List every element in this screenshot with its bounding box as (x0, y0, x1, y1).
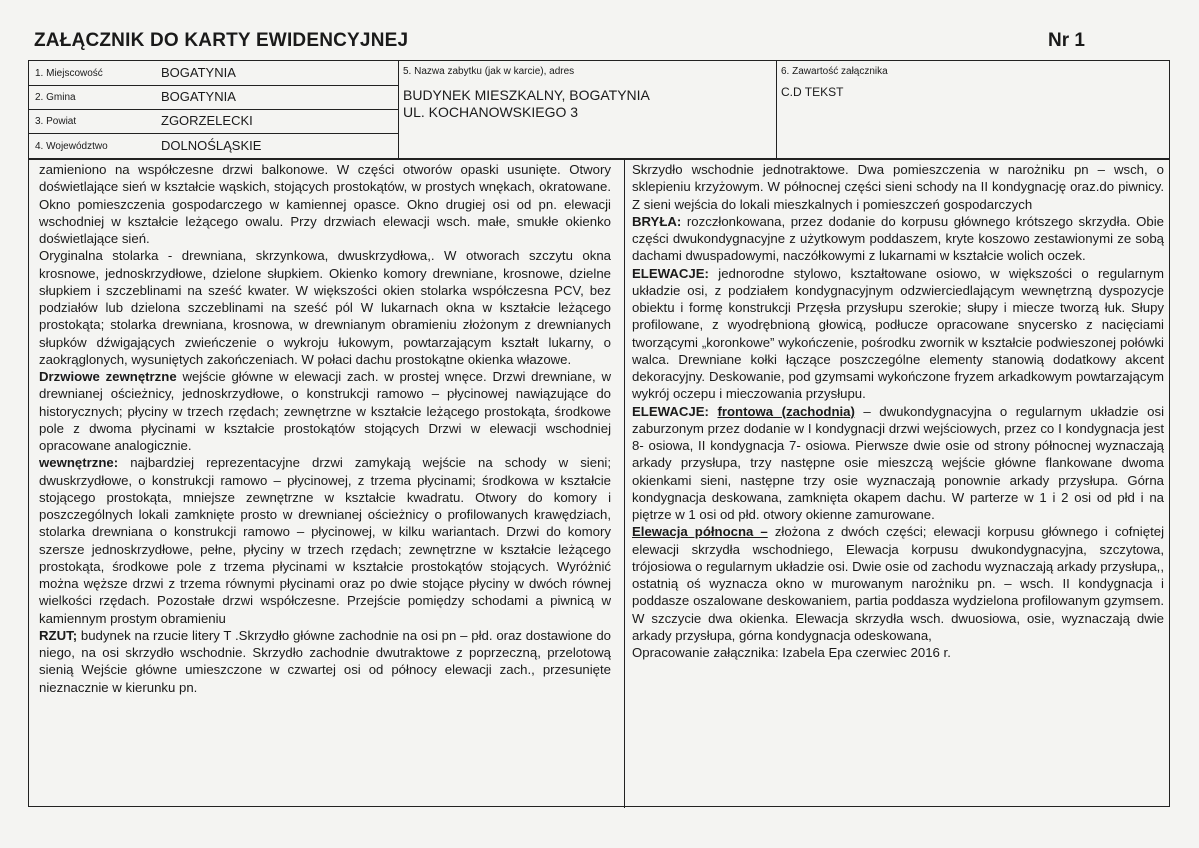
field-wojewodztwo (29, 134, 398, 158)
paragraph: zamieniono na współczesne drzwi balkonowe. W części otworów opaski usunięte. Otwory doświetlające sień w kształcie wąskich, stojących prostokątów, w prostych wnękach, okratowane. Okno pomieszczenia gospodarczego w kamiennej opasce. Okno drugiej osi od pn. elewacji wschodniej w kształcie leżącego owalu. Przy drzwiach elewacji wsch. małe, smukłe okienko doświetlające sień. (39, 162, 611, 246)
paragraph (632, 403, 1164, 524)
paragraph: Skrzydło wschodnie jednotraktowe. Dwa pomieszczenia w narożniku pn – wsch, o sklepieniu krzyżowym. W północnej części sieni schody na II kondygnację oraz.do piwnicy. Z sieni wejścia do lokali mieszkalnych i pomieszczeń gospodarczych (632, 162, 1164, 212)
paragraph (39, 454, 611, 627)
paragraph-text: najbardziej reprezentacyjne drzwi zamykają wejście na schody w sieni; dwuskrzydłowe, o konstrukcji ramowo – płycinowej, z trzema płycinami; środkowa w kształcie stojącego prostokąta, mniejsze zewnętrzne w kształcie kwadratu. Otwory do komory i poszczególnych lokali zamknięte prosto w drewnianej ościeżnicy o profilowanych krawędziach, stolarka drewniana o konstrukcji ramowo – płycinowej, w kilku wariantach. Drzwi do komory szersze jednoskrzydłowe, pełne, płyciny w trzech rzędach; zewnętrzne w kształcie leżącego prostokąta, środkowe pole z trzema płycinami w kształcie prostokątów stojących. Wyróżnić można węższe drzwi z trzema równymi płycinami oraz po dwie stojące płyciny w dwóch równej wielkości rzędach. Pozostałe drzwi współczesne. Przejście pomiędzy schodami a piwnicą w kamiennym prostym obramieniu (39, 455, 611, 626)
field-value: BUDYNEK MIESZKALNY, BOGATYNIA (403, 87, 650, 103)
field-value: BOGATYNIA (161, 89, 236, 104)
paragraph-text: wejście główne w elewacji zach. w prostej wnęce. Drzwi drewniane, w drewnianej ościeżnicy, jednoskrzydłowe, o konstrukcji ramowo – płycinowej nawiązujące do historycznych; płyciny w trzech rzędach; zewnętrzne w kształcie leżącego prostokąta, środkowe pole z dwoma płycinami w kształcie prostokątów stojących Drzwi w elewacji wschodniej opracowane analogicznie. (39, 369, 611, 453)
paragraph (632, 213, 1164, 265)
field-label: 3. Powiat (35, 116, 77, 127)
column-divider (624, 160, 625, 808)
paragraph-text: złożona z dwóch części; elewacji korpusu głównego i cofniętej elewacji skrzydła wschodniego, Elewacja korpusu dwukondygnacyjna, szczytowa, trójosiowa o regularnym układzie osi. Dwie osie od zachodu wyznaczają arkady przysłupa,, ostatnią oś wyznacza okno w murowanym narożniku pn. – wsch. II kondygnacja i poddasze oszalowane deskowaniem, partia poddasza wydzielona profilowanym gzymsem. W szczycie dwa okienka. Elewacja skrzydła wsch. dwuosiowa, osie, wyznaczają dwie arkady przysłupa, górna kondygnacja odeskowana, (632, 524, 1164, 643)
subsection-heading: Elewacja północna – (632, 524, 768, 540)
section-heading: wewnętrzne: (39, 455, 119, 471)
field-powiat (29, 109, 398, 134)
field-value: DOLNOŚLĄSKIE (161, 138, 262, 153)
paragraph-text: jednorodne stylowo, kształtowane osiowo, w większości o regularnym układzie osi, z podziałem kondygnacyjnym odzwierciedlającym wewnętrzną dyspozycje obiektu i formę konstrukcji Przęsła przysłupu szerokie; słupy i miecze tworzą łuk. Słupy profilowane, z wyodrębnioną głowicą, podłucze opracowane snycersko z nacięciami tworzącymi „koronkowe” wykończenie, pośrodku zwornik w kształcie podwieszonej połówki walca. Drewniane kołki łączące poszczególne elementy stanowią dodatkowy akcent dekoracyjny. Deskowanie, pod gzymsami wykończone fryzem arkadkowym powtarzającym wykrój oczepu i mieczowania przysłupu. (632, 265, 1164, 402)
field-value: BOGATYNIA (161, 65, 236, 80)
section-heading: ELEWACJE: (632, 265, 709, 281)
paragraph (632, 265, 1164, 403)
field-label: 5. Nazwa zabytku (jak w karcie), adres (403, 66, 575, 77)
field-nazwa (398, 61, 777, 159)
paragraph: Oryginalna stolarka - drewniana, skrzynkowa, dwuskrzydłowa,. W otworach szczytu okna krosnowe, jednoskrzydłowe, dzielone słupkiem. Okienko komory drewniane, krosnowe, dzielne słupkiem i szczeblinami na sześć kwater. W większości okien stolarka współczesna PCV, bez podziałów lub dzielona szczeblinami na sześć pól W lukarnach okna w kształcie leżącego prostokąta; stolarka drewniana, krosnowa, w drewnianym obramieniu złożonym z drewnianych słupków dźwigających zwieńczenie o wykroju łukowym, powtarzającym kształt lukarny, o zaokrąglonych, wysuniętych zakończeniach. W połaci dachu prostokątne okienka włazowe. (39, 248, 611, 367)
section-heading: BRYŁA: (632, 213, 682, 229)
header-table (28, 60, 1170, 159)
paragraph (39, 368, 611, 454)
field-label: 4. Województwo (35, 141, 108, 152)
text-body (28, 159, 1170, 807)
paragraph (39, 627, 611, 696)
paragraph-text: – dwukondygnacyjna o regularnym układzie osi zaburzonym przez dodanie w I kondygnacji drzwi wejściowych, przez co I kondygnacja jest 8- osiowa, II kondygnacja 7- osiowa. Pierwsze dwie osie od strony północnej wyznaczają arkady przysłupa, trzy następne osie mieszczą wejście główne flankowane dwoma okienkami sieni, następne trzy osie wyznaczają ponownie arkady przysłupa. Górna kondygnacja deskowana, zamknięta okapem dachu. W parterze w 1 i 2 osi od płd i na piętrze w 1 osi od płd. otwory okienne zamurowane. (632, 403, 1164, 522)
section-heading: ELEWACJE: (632, 403, 709, 419)
paragraph (632, 523, 1164, 644)
page-title: ZAŁĄCZNIK DO KARTY EWIDENCYJNEJ (34, 30, 409, 51)
field-zawartosc (775, 61, 1169, 159)
field-value: UL. KOCHANOWSKIEGO 3 (403, 104, 579, 120)
section-heading: Drzwiowe zewnętrzne (39, 369, 177, 384)
subsection-heading: frontowa (zachodnia) (717, 403, 855, 419)
field-gmina (29, 85, 398, 110)
field-value: C.D TEKST (781, 85, 844, 99)
paragraph-text: rozczłonkowana, przez dodanie do korpusu głównego krótszego skrzydła. Obie części dwukondygnacyjne z użytkowym poddaszem, kryte koszowo zestawionymi ze sobą dachami dwuspadowymi, naczółkowymi z lukarnami w kształcie wolich oczek. (632, 213, 1164, 264)
attachment-number: Nr 1 (1048, 30, 1085, 51)
field-label: 6. Zawartość załącznika (781, 66, 888, 77)
field-miejscowosc (29, 61, 398, 86)
section-heading: RZUT; (39, 627, 78, 643)
field-value: ZGORZELECKI (161, 113, 253, 128)
field-label: 2. Gmina (35, 92, 76, 103)
field-label: 1. Miejscowość (35, 68, 103, 79)
paragraph-text: budynek na rzucie litery T .Skrzydło główne zachodnie na osi pn – płd. oraz dostawione do niego, na osi skrzydło wschodnie. Skrzydło zachodnie dwutraktowe z poprzeczną, przelotową sienią Wejście główne umieszczone w czwartej osi od północy elewacji zach., przesunięte nieznacznie w kierunku pn. (39, 627, 611, 695)
right-column (632, 161, 1164, 661)
author-footer: Opracowanie załącznika: Izabela Epa czerwiec 2016 r. (632, 645, 951, 660)
left-column (39, 161, 611, 696)
